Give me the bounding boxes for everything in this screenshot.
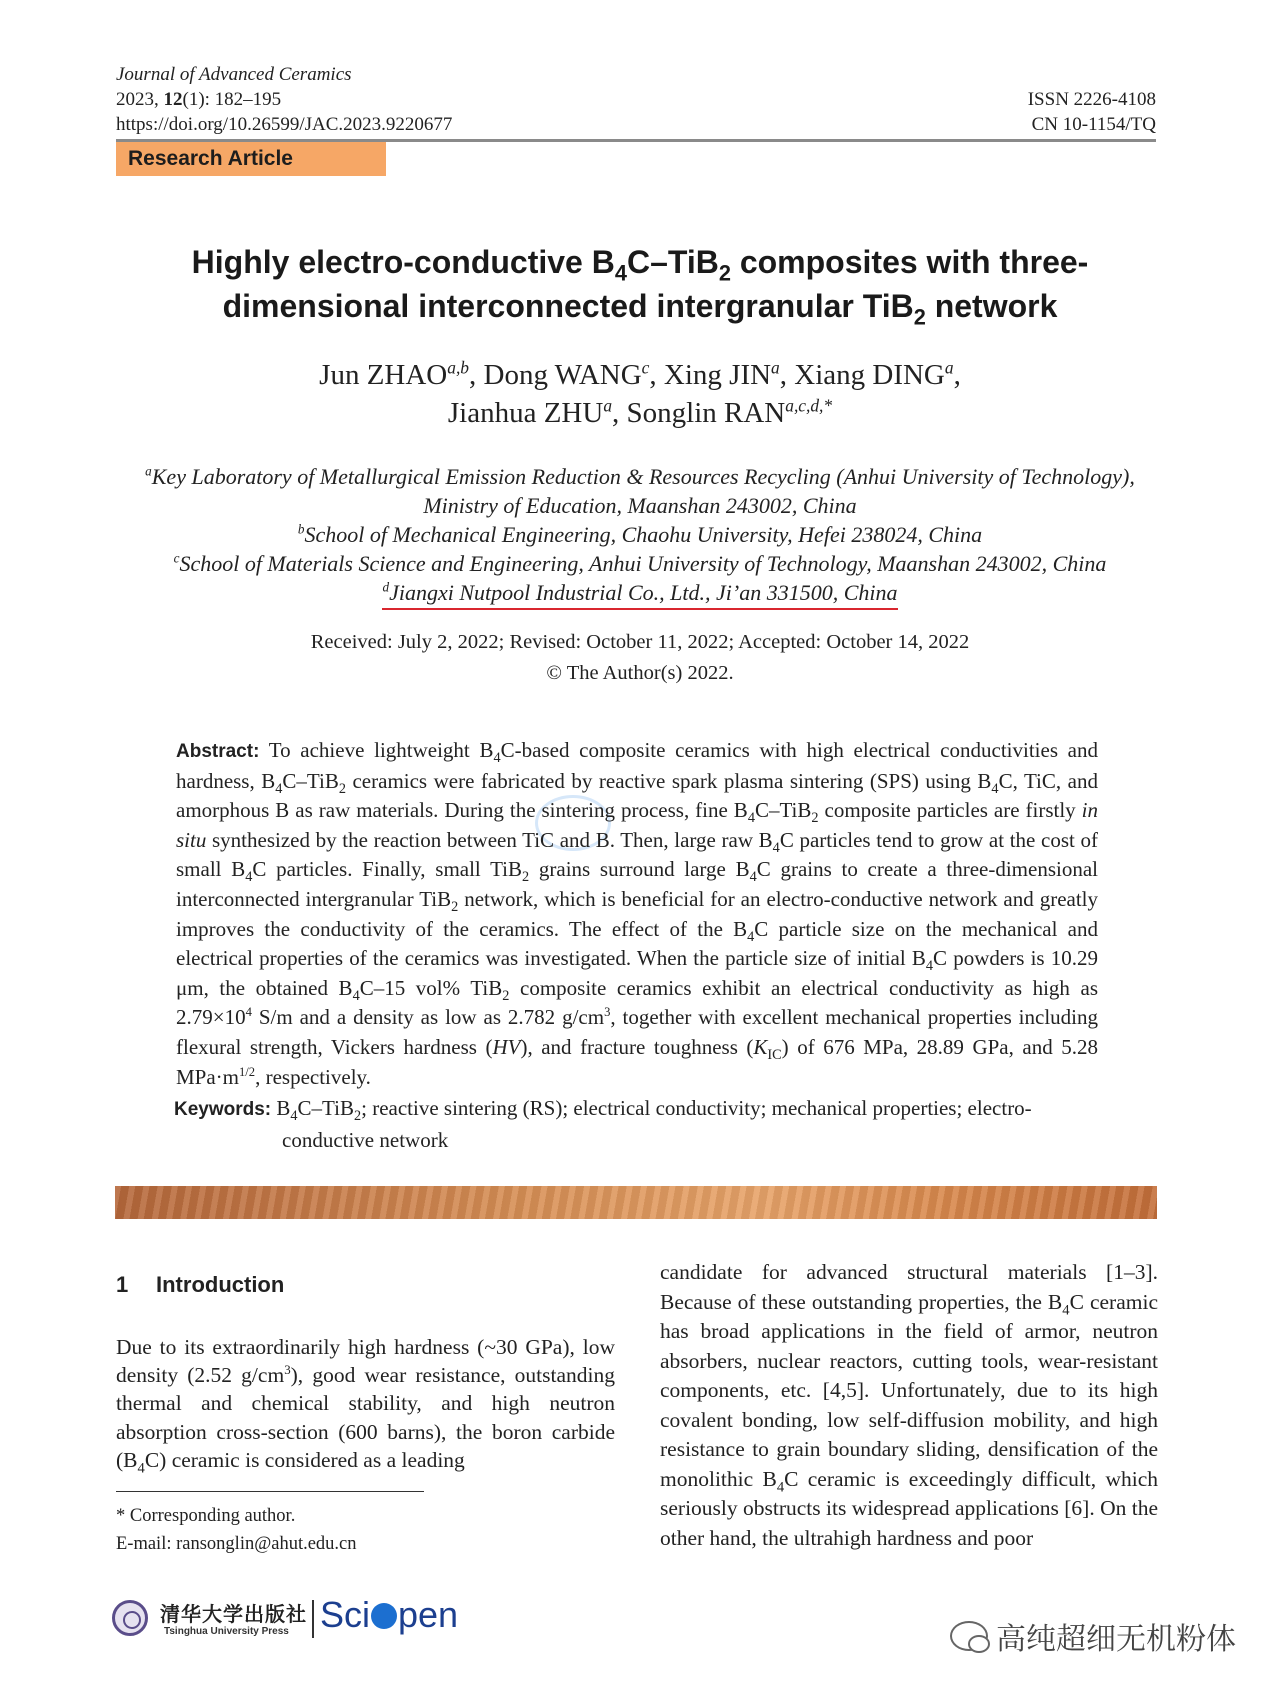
affiliation-a: $^a$Key Laboratory of Metallurgical Emission Reduction & Resources Recycling (Anhui University of Technology), Ministry of Education, Maanshan 243002, China [145, 463, 1135, 518]
wechat-icon [950, 1621, 988, 1651]
affiliations [130, 462, 1150, 610]
issn-block [1028, 87, 1156, 137]
journal-info [116, 62, 452, 137]
affiliation-d [130, 578, 1150, 610]
decorative-banner [115, 1186, 1157, 1219]
received-revised-accepted: Received: July 2, 2022; Revised: October 11, 2022; Accepted: October 14, 2022 [310, 631, 970, 653]
copyright: © The Author(s) 2022. [546, 662, 734, 684]
author: Jun ZHAO [319, 359, 448, 391]
article-type-badge: Research Article [116, 142, 386, 176]
affiliation-c: $^c$School of Materials Science and Engineering, Anhui University of Technology, Maanshan 243002, China [173, 550, 1107, 576]
author: Dong WANG [483, 359, 642, 391]
journal-issue: 2023, 12(1): 182–195 [116, 89, 282, 110]
author-list: Jun ZHAO$^{a,b}$, Dong WANG$^c$, Xing JIN$^a$, Xiang DING$^a$, Jianhua ZHU$^a$, Songlin $RAN^{a,c,d,*}$ [319, 357, 961, 429]
intro-paragraph-left: Due to its extraordinarily high hardness (~30 GPa), low density (2.52 $g/cm^3$), good wear resistance, outstanding thermal and chemical stability, and high neutron absorption cross-section (600 barns), the boron carbide $(B_4C)$ ceramic is considered as a leading [116, 1335, 615, 1477]
paper-title: Highly electro-conductive $B_4C-TiB_2$ composites with three-dimensional interconnected intergranular TiB$_2$ network [191, 244, 1089, 330]
press-name-cn: 清华大学出版社 [160, 1602, 307, 1626]
cn-number: CN 10-1154/TQ [1031, 114, 1156, 135]
author: Xiang DING [794, 359, 945, 391]
affiliation-b: $^b$School of Mechanical Engineering, Chaohu University, Hefei 238024, China [297, 521, 983, 547]
keywords-label: Keywords: [174, 1099, 272, 1120]
doi-link[interactable]: https://doi.org/10.26599/JAC.2023.9220677 [116, 114, 453, 135]
highlighted-affiliation: $^d$Jiangxi Nutpool Industrial Co., Ltd., Ji’an 331500, China [382, 578, 897, 610]
university-seal-icon [112, 1600, 148, 1636]
abstract: Abstract: To achieve lightweight $B_4C$-based composite ceramics with high electrical conductivities and hardness, $B_4C-TiB_2$ ceramics were fabricated by reactive spark plasma sintering (SPS) using $B_4C$, TiC, and amorphous B as raw materials. During the sintering process, fine $B_4C-TiB_2$ composite particles are firstly in situ synthesized by the reaction between TiC and B. Then, large raw $B_4C$ particles tend to grow at the cost of small $B_4C$ particles. Finally, small TiB$_2$ grains surround large $B_4C$ grains to create a three-dimensional interconnected intergranular TiB$_2$ network, which is beneficial for an electro-conductive network and greatly improves the conductivity of the ceramics. The effect of the $B_4C$ particle size on the mechanical and electrical properties of the ceramics was investigated. When the particle size of initial $B_4C$ powders is 10.29 μm, the obtained $B_4C-15$ vol% TiB$_2$ composite ceramics exhibit an electrical conductivity as high as $2.79\times 10^4$ S/m and a density as low as 2.782 $g/cm^3$, together with excellent mechanical properties including flexural strength, Vickers hardness (HV), and fracture toughness $(K_{IC})$ of 676 MPa, 28.89 GPa, and 5.28 $MPa\cdot m^{1/2}$, respectively. [176, 738, 1099, 1089]
intro-paragraph-right: candidate for advanced structural materials [1–3]. Because of these outstanding properties, the $B_4C$ ceramic has broad applications in the field of armor, neutron absorbers, nuclear reactors, cutting tools, wear-resistant components, etc. [4,5]. Unfortunately, due to its high covalent bonding, low self-diffusion mobility, and high resistance to grain boundary sliding, densification of the monolithic $B_4C$ ceramic is exceedingly difficult, which seriously obstructs its widespread applications [6]. On the other hand, the ultrahigh hardness and poor [660, 1260, 1158, 1550]
sciopen-logo: Sci pen [320, 1594, 459, 1635]
footer-divider [312, 1600, 314, 1638]
author: Songlin RAN [626, 397, 786, 429]
article-dates [150, 627, 1130, 689]
footnote [116, 1502, 357, 1558]
footnote-rule [116, 1491, 424, 1492]
author: Jianhua ZHU [447, 397, 604, 429]
sciopen-dot-icon [371, 1603, 397, 1629]
abstract-label: Abstract: [176, 741, 260, 762]
author: Xing JIN [663, 359, 772, 391]
journal-name: Journal of Advanced Ceramics [116, 64, 352, 85]
email[interactable]: E-mail: ransonglin@ahut.edu.cn [116, 1534, 357, 1554]
keywords: Keywords: $B_4C-TiB_2$; reactive sintering (RS); electrical conductivity; mechanical properties; electro-conductive network [174, 1096, 1032, 1152]
publisher-footer [112, 1588, 472, 1648]
corresponding-author: * Corresponding author. [116, 1506, 296, 1526]
issn: ISSN 2226-4108 [1027, 89, 1156, 110]
section-heading: 1 Introduction [116, 1272, 285, 1297]
press-name-en: Tsinghua University Press [164, 1626, 289, 1637]
wechat-watermark: 高纯超细无机粉体 [950, 1614, 1236, 1658]
